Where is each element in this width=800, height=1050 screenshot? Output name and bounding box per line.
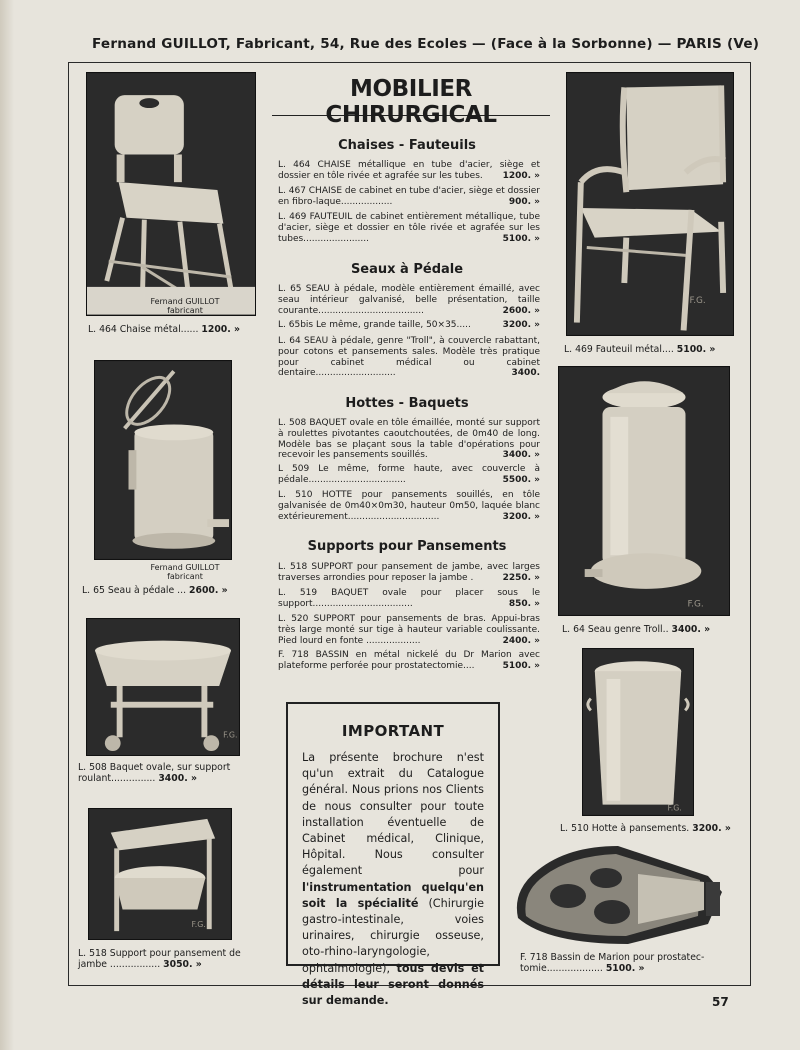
entry-l467-text: L. 467 CHAISE de cabinet en tube d'acier, siège et dossier en fibro-laque..................: [278, 186, 540, 207]
caption-bassin-price: 5100. »: [605, 963, 645, 974]
stamp-line1: Fernand GUILLOT: [150, 297, 220, 306]
entry-l469: [278, 212, 540, 244]
page-header: Fernand GUILLOT, Fabricant, 54, Rue des Ecoles — (Face à la Sorbonne) — PARIS (Ve): [92, 36, 760, 52]
entry-l520: [278, 614, 540, 646]
important-text: [302, 750, 484, 1009]
entry-l65-price: 2600. »: [499, 306, 540, 317]
troll-bin-illustration: [559, 367, 729, 615]
entry-l509: [278, 464, 540, 486]
entry-l510-price: 3200. »: [499, 512, 540, 523]
page-title: MOBILIER CHIRURGICAL: [272, 76, 550, 116]
entry-l509-text: L 509 Le même, forme haute, avec couvercle à pédale..................................: [278, 464, 540, 485]
caption-support-line1: L. 518 Support pour pansement de: [78, 948, 241, 959]
caption-support-line2: jambe .................: [78, 959, 161, 970]
caption-seau-price: 2600. »: [189, 585, 228, 596]
svg-text:F.G.: F.G.: [667, 803, 682, 813]
marion-basin-illustration: [508, 840, 730, 948]
photo-support: [88, 808, 232, 940]
entry-l518-text: L. 518 SUPPORT pour pansement de jambe, avec larges traverses arrondies pour reposer la jambe .: [278, 562, 540, 583]
important-title: IMPORTANT: [341, 722, 445, 740]
entry-f718-text: F. 718 BASSIN en métal nickelé du Dr Marion avec plateforme perforée pour prostatectomie....: [278, 650, 540, 671]
caption-bassin-line2: tomie...................: [520, 963, 603, 974]
photo-baquet: [86, 618, 240, 756]
important-b1: l'instrumentation quelqu'en soit la spécialité: [302, 880, 484, 910]
caption-support-price: 3050. »: [163, 959, 202, 970]
caption-seau: [82, 585, 252, 596]
important-box: [286, 702, 500, 1008]
caption-baquet-line1: L. 508 Baquet ovale, sur support: [78, 762, 231, 773]
entry-l65bis-text: L. 65bis Le même, grande taille, 50×35.....: [278, 320, 471, 330]
caption-fauteuil-text: L. 469 Fauteuil métal....: [564, 344, 674, 355]
caption-chaise: [88, 324, 258, 335]
entry-l65bis: [278, 320, 540, 331]
entry-l464: [278, 160, 540, 182]
section-supports: Supports pour Pansements: [307, 539, 507, 554]
photo-chaise: [86, 72, 256, 316]
entry-l519: [278, 588, 540, 610]
maker-stamp-chaise: [140, 297, 230, 315]
entry-l510: [278, 490, 540, 522]
basin-trolley-illustration: [87, 619, 239, 755]
entry-f718-price: 5100. »: [499, 661, 540, 672]
section-seaux: Seaux à Pédale: [350, 262, 464, 277]
photo-hotte: [582, 648, 694, 816]
page-edge: [0, 0, 14, 1050]
leg-support-illustration: [89, 809, 231, 939]
entry-l464-text: L. 464 CHAISE métallique en tube d'acier, siège et dossier en tôle rivée et agrafée sur les tubes.: [278, 160, 540, 181]
entry-f718: [278, 650, 540, 672]
svg-text:F.G.: F.G.: [687, 599, 704, 610]
stamp-line2: fabricant: [167, 306, 203, 315]
entry-l64-price: 3400.: [508, 368, 540, 379]
entry-l64-text: L. 64 SEAU à pédale, genre "Troll", à couvercle rabattant, pour cotons et pansements sales. Modèle très pratique pour cabinet médical ou cabinet dentaire............................: [278, 336, 540, 379]
caption-bassin: [520, 952, 730, 974]
section-hottes: Hottes - Baquets: [345, 396, 469, 411]
important-b2: tous devis et détails leur seront donnés sur demande.: [302, 961, 484, 1008]
caption-support: [78, 948, 248, 970]
caption-seau-troll-price: 3400. »: [671, 624, 711, 635]
caption-hotte: [560, 823, 736, 834]
svg-text:F.G.: F.G.: [223, 730, 238, 740]
caption-chaise-text: L. 464 Chaise métal......: [88, 324, 199, 335]
armchair-illustration: [567, 73, 733, 335]
caption-chaise-price: 1200. »: [201, 324, 241, 335]
caption-baquet: [78, 762, 250, 784]
caption-bassin-line1: F. 718 Bassin de Marion pour prostatec-: [520, 952, 705, 963]
entry-l467: [278, 186, 540, 208]
entry-l64: [278, 336, 540, 379]
caption-fauteuil-price: 5100. »: [676, 344, 716, 355]
svg-text:F.G.: F.G.: [689, 295, 706, 306]
entry-l520-price: 2400. »: [499, 636, 540, 647]
entry-l519-price: 850. »: [505, 599, 540, 610]
entry-l520-text: L. 520 SUPPORT pour pansements de bras. Appui-bras très large monté sur tige à hauteur variable coulissante. Pied lourd en fonte ...................: [278, 614, 540, 646]
photo-fauteuil: [566, 72, 734, 336]
entry-l509-price: 5500. »: [499, 475, 540, 486]
photo-bassin: [508, 840, 730, 948]
stamp-line2-seau: fabricant: [167, 572, 203, 581]
stamp-line1-seau: Fernand GUILLOT: [150, 563, 220, 572]
caption-baquet-price: 3400. »: [158, 773, 197, 784]
entry-l467-price: 900. »: [505, 197, 540, 208]
chair-illustration: [87, 73, 255, 315]
entry-l65-text: L. 65 SEAU à pédale, modèle entièrement émaillé, avec seau intérieur galvanisé, belle présentation, taille courante.....................................: [278, 284, 540, 316]
caption-baquet-line2: roulant...............: [78, 773, 156, 784]
pedal-bin-illustration: [95, 361, 231, 559]
entry-l510-text: L. 510 HOTTE pour pansements souillés, en tôle galvanisée de 0m40×0m30, hauteur 0m50, laquée blanc extérieurement................................: [278, 490, 540, 522]
entry-l518-price: 2250. »: [499, 573, 540, 584]
entry-l65: [278, 284, 540, 316]
important-p1: La présente brochure n'est qu'un extrait du Catalogue général. Nous prions nos Clients de nous consulter pour toute installation éventuelle de Cabinet médical, Clinique, Hôpital. Nous consulter également pour: [302, 751, 484, 878]
entry-l519-text: L. 519 BAQUET ovale pour placer sous le support...................................: [278, 588, 540, 609]
entry-l508-price: 3400. »: [499, 450, 540, 461]
svg-text:F.G.: F.G.: [191, 920, 206, 930]
entry-l65bis-price: 3200. »: [499, 320, 540, 331]
photo-seau-troll: [558, 366, 730, 616]
entry-l469-price: 5100. »: [499, 234, 540, 245]
caption-seau-text: L. 65 Seau à pédale ...: [82, 585, 187, 596]
caption-seau-troll: [562, 624, 738, 635]
entry-l518: [278, 562, 540, 584]
important-p2: (Chirurgie gastro-intestinale, voies urinaires, chirurgie osseuse, oto-rhino-laryngologie, ophtalmologie),: [302, 896, 485, 975]
entry-l469-text: L. 469 FAUTEUIL de cabinet entièrement métallique, tube d'acier, siège et dossier en tôle rivée et agrafée sur les tubes.......................: [278, 212, 540, 244]
caption-seau-troll-text: L. 64 Seau genre Troll..: [562, 624, 669, 635]
entry-l508-text: L. 508 BAQUET ovale en tôle émaillée, monté sur support à roulettes pivotantes caoutchoutées, de 0m40 de long. Modèle bas se plaçant sous la table d'opérations pour recevoir les pansements souillés.: [278, 418, 540, 461]
page-number: 57: [712, 995, 729, 1009]
caption-fauteuil: [564, 344, 740, 355]
caption-hotte-price: 3200. »: [692, 823, 731, 834]
entry-l464-price: 1200. »: [499, 171, 540, 182]
dressings-bin-illustration: [583, 649, 693, 815]
section-chaises: Chaises - Fauteuils: [338, 138, 476, 153]
photo-seau: [94, 360, 232, 560]
caption-hotte-text: L. 510 Hotte à pansements.: [560, 823, 690, 834]
maker-stamp-seau: [140, 563, 230, 581]
entry-l508: [278, 418, 540, 461]
